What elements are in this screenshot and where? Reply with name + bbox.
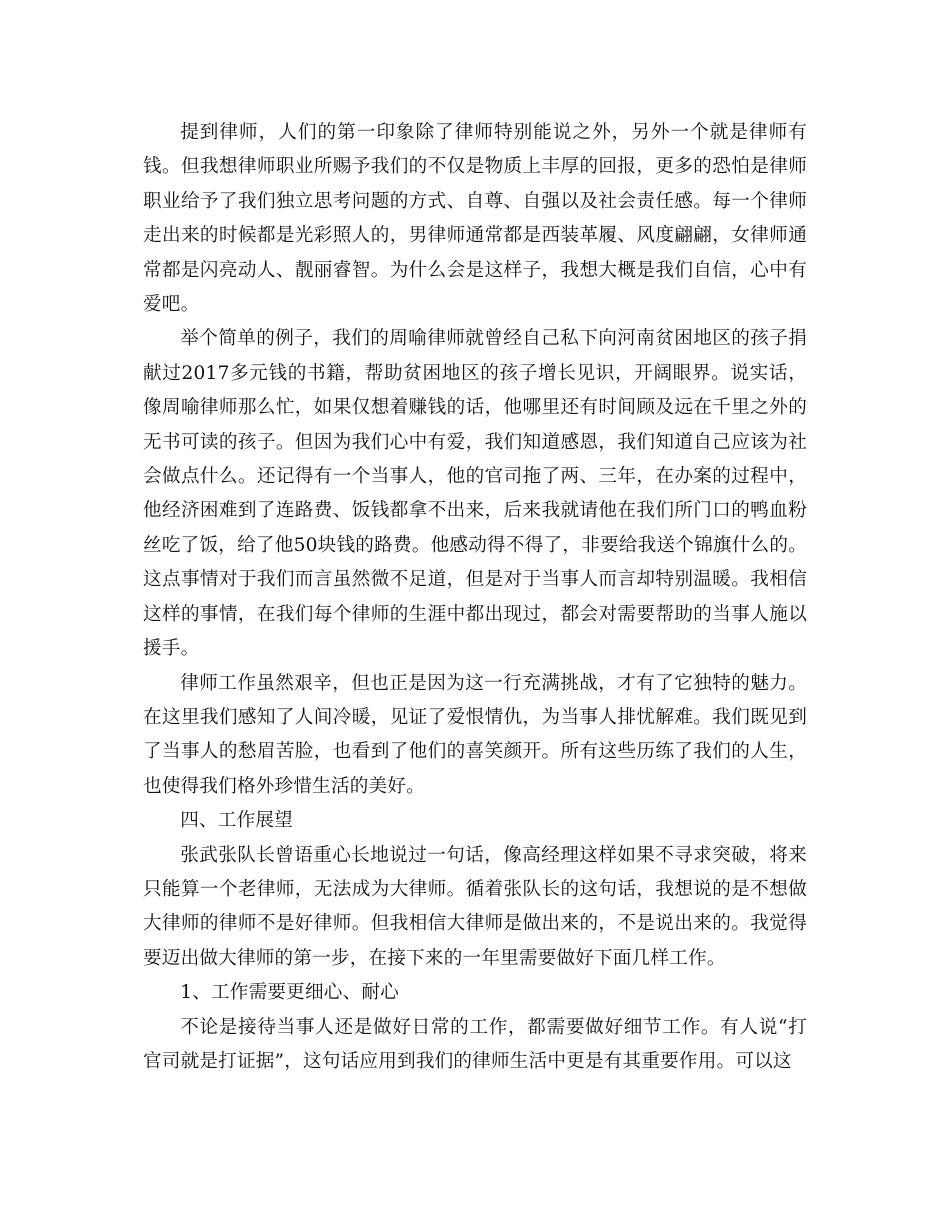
subheading-careful-patient: 1、工作需要更细心、耐心	[180, 982, 399, 1004]
section-heading-work-outlook: 四、工作展望	[180, 810, 293, 832]
paragraph-3: 律师工作虽然艰辛，但也正是因为这一行充满挑战，才有了它独特的魅力。在这里我们感知了人间冷暖，见证了爱恨情仇，为当事人排忧解难。我们既见到了当事人的愁眉苦脸，也看到了他们的喜笑颜开。所有这些历练了我们的人生，也使得我们格外珍惜生活的美好。	[143, 672, 807, 797]
document-page	[143, 116, 807, 1079]
paragraph-5: 不论是接待当事人还是做好日常的工作，都需要做好细节工作。有人说“打官司就是打证据”，这句话应用到我们的律师生活中更是有其重要作用。可以这	[143, 1016, 807, 1072]
paragraph-4: 张武张队长曾语重心长地说过一句话，像高经理这样如果不寻求突破，将来只能算一个老律师，无法成为大律师。循着张队长的这句话，我想说的是不想做大律师的律师不是好律师。但我相信大律师是做出来的，不是说出来的。我觉得要迈出做大律师的第一步，在接下来的一年里需要做好下面几样工作。	[143, 844, 807, 969]
paragraph-2: 举个简单的例子，我们的周喻律师就曾经自己私下向河南贫困地区的孩子捐献过2017多元钱的书籍，帮助贫困地区的孩子增长见识，开阔眼界。说实话，像周喻律师那么忙，如果仅想着赚钱的话，他哪里还有时间顾及远在千里之外的无书可读的孩子。但因为我们心中有爱，我们知道感恩，我们知道自己应该为社会做点什么。还记得有一个当事人，他的官司拖了两、三年，在办案的过程中，他经济困难到了连路费、饭钱都拿不出来，后来我就请他在我们所门口的鸭血粉丝吃了饭，给了他50块钱的路费。他感动得不得了，非要给我送个锦旗什么的。这点事情对于我们而言虽然微不足道，但是对于当事人而言却特别温暖。我相信这样的事情，在我们每个律师的生涯中都出现过，都会对需要帮助的当事人施以援手。	[143, 328, 807, 660]
paragraph-1: 提到律师，人们的第一印象除了律师特别能说之外，另外一个就是律师有钱。但我想律师职业所赐予我们的不仅是物质上丰厚的回报，更多的恐怕是律师职业给予了我们独立思考问题的方式、自尊、自强以及社会责任感。每一个律师走出来的时候都是光彩照人的，男律师通常都是西装革履、风度翩翩，女律师通常都是闪亮动人、靓丽睿智。为什么会是这样子，我想大概是我们自信，心中有爱吧。	[143, 122, 807, 316]
